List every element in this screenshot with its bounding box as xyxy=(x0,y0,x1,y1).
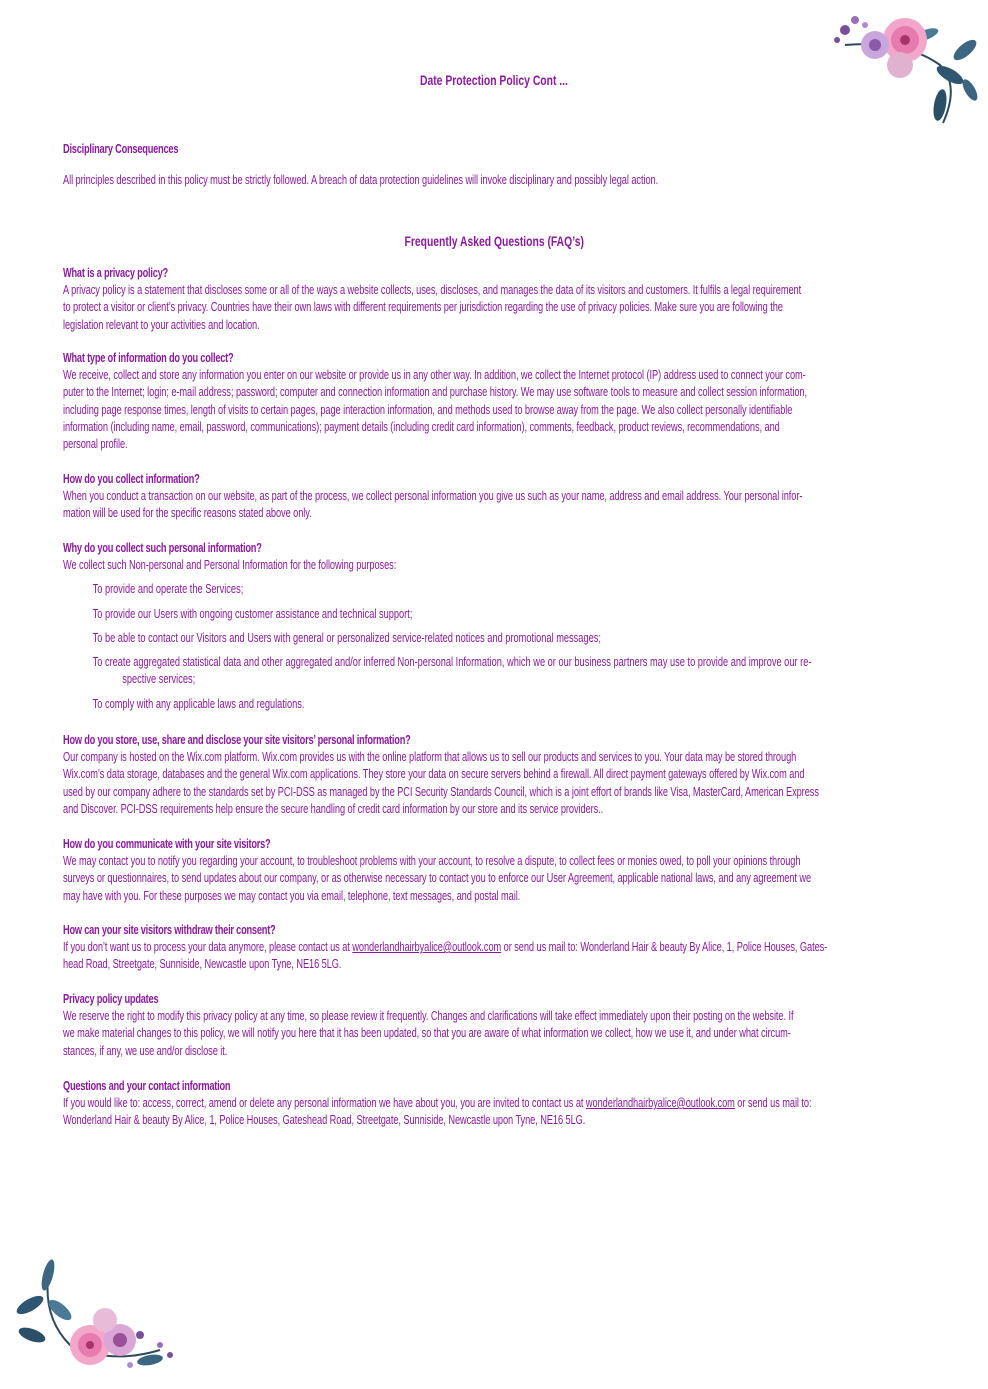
faq-how-collect-information xyxy=(63,471,914,523)
faq-contact-information xyxy=(63,1078,914,1130)
faq-how-communicate xyxy=(63,836,914,905)
list-item: To be able to contact our Visitors and Users with general or personalized service-related notices and promotional messages; xyxy=(92,630,601,645)
faq-answer-line: Wix.com’s data storage, databases and the general Wix.com applications. They store your data on secure servers behind a firewall. All direct payment gateways offered by Wix.com and xyxy=(63,767,805,782)
answer-text: If you don’t want us to process your data anymore, please contact us at xyxy=(63,940,353,954)
faq-answer-line: head Road, Streetgate, Sunniside, Newcastle upon Tyne, NE16 5LG. xyxy=(63,957,342,972)
faq-answer-line: legislation relevant to your activities and location. xyxy=(63,317,260,332)
list-item xyxy=(63,654,914,689)
faq-answer-line: Wonderland Hair & beauty By Alice, 1, Police Houses, Gateshead Road, Streetgate, Sunniside, Newcastle upon Tyne, NE16 5LG. xyxy=(63,1113,586,1128)
faq-answer-line xyxy=(63,1095,914,1112)
email-link[interactable]: wonderlandhairbyalice@outlook.com xyxy=(352,940,502,954)
floral-decoration-top-right xyxy=(815,5,985,130)
faq-answer-line: including page response times, length of visits to certain pages, page interaction information, and methods used to browse away from the page. We also collect personally identifiable xyxy=(63,402,793,417)
faq-answer-line xyxy=(63,939,914,956)
faq-what-is-privacy-policy xyxy=(63,265,914,334)
faq-answer-line: We reserve the right to modify this privacy policy at any time, so please review it frequently. Changes and clarifications will take effect immediately upon their posting on the website. If xyxy=(63,1009,794,1023)
email-link[interactable]: wonderlandhairbyalice@outlook.com xyxy=(585,1096,735,1110)
section-text: All principles described in this policy must be strictly followed. A breach of data protection guidelines will invoke disciplinary and possibly legal action. xyxy=(63,173,659,187)
faq-question: How do you store, use, share and disclose your site visitors’ personal information? xyxy=(63,733,411,747)
faq-question: Privacy policy updates xyxy=(63,992,159,1006)
answer-text: or send us mail to: xyxy=(734,1096,812,1110)
faq-answer-line: We may contact you to notify you regarding your account, to troubleshoot problems with your account, to resolve a dispute, to collect fees or monies owed, to poll your opinions through xyxy=(63,854,801,868)
faq-answer-line: and Discover. PCI-DSS requirements help ensure the secure handling of credit card information by our store and its service providers.. xyxy=(63,801,604,816)
faq-answer-line: to protect a visitor or client’s privacy. Countries have their own laws with different requirements per jurisdiction regarding the use of privacy policies. Make sure you are following the xyxy=(63,300,783,315)
faq-what-information-collected xyxy=(63,350,914,453)
list-item: To provide our Users with ongoing customer assistance and technical support; xyxy=(92,606,413,621)
faq-answer-line: personal profile. xyxy=(63,437,128,452)
faq-answer-line: Our company is hosted on the Wix.com platform. Wix.com provides us with the online platform that allows us to sell our products and services to you. Your data may be stored through xyxy=(63,750,797,764)
answer-text: If you would like to: access, correct, amend or delete any personal information we have about you, you are invited to contact us at xyxy=(63,1096,586,1110)
faq-question: What type of information do you collect? xyxy=(63,351,234,365)
faq-title: Frequently Asked Questions (FAQ’s) xyxy=(404,233,584,249)
faq-question: Why do you collect such personal information? xyxy=(63,541,262,555)
section-disciplinary xyxy=(63,141,914,189)
faq-answer-line: may have with you. For these purposes we may contact you via email, telephone, text messages, and postal mail. xyxy=(63,888,521,903)
faq-answer-line: stances, if any, we use and/or disclose it. xyxy=(63,1043,228,1058)
faq-privacy-policy-updates xyxy=(63,991,914,1060)
faq-question: Questions and your contact information xyxy=(63,1079,231,1093)
list-item-text: To create aggregated statistical data and other aggregated and/or inferred Non-personal Information, which we or our business partners may use to provide and improve our re- xyxy=(92,655,812,670)
faq-question: How do you communicate with your site visitors? xyxy=(63,837,271,851)
faq-answer-line: surveys or questionnaires, to send updates about our company, or as otherwise necessary to contact you to enforce our User Agreement, applicable national laws, and any agreement we xyxy=(63,871,812,886)
faq-how-store-share-information xyxy=(63,732,914,818)
faq-answer-line: information (including name, email, password, communications); payment details (including credit card information), comments, feedback, product reviews, recommendations, and xyxy=(63,419,780,434)
faq-answer-line: We receive, collect and store any information you enter on our website or provide us in any other way. In addition, we collect the Internet protocol (IP) address used to connect your com- xyxy=(63,368,806,382)
faq-answer-line: used by our company adhere to the standards set by PCI-DSS as managed by the PCI Security Standards Council, which is a joint effort of brands like Visa, MasterCard, American Express xyxy=(63,784,819,799)
list-item: To provide and operate the Services; xyxy=(92,582,244,597)
faq-why-collect-personal-information xyxy=(63,540,914,713)
faq-answer-line: we make material changes to this policy, we will notify you here that it has been updated, so that you are aware of what information we collect, how we use it, and under what circum- xyxy=(63,1026,791,1041)
page-title: Date Protection Policy Cont ... xyxy=(420,72,568,88)
faq-answer-line: puter to the Internet; login; e-mail address; password; computer and connection information and purchase history. We may use software tools to measure and collect session information, xyxy=(63,385,807,400)
faq-answer-line: A privacy policy is a statement that discloses some or all of the ways a website collects, uses, discloses, and manages the data of its visitors and customers. It fulfils a legal requirement xyxy=(63,283,802,297)
faq-question: How can your site visitors withdraw their consent? xyxy=(63,923,276,937)
faq-answer-intro: We collect such Non-personal and Personal Information for the following purposes: xyxy=(63,558,397,572)
list-item: To comply with any applicable laws and regulations. xyxy=(92,696,305,711)
faq-question: What is a privacy policy? xyxy=(63,266,168,280)
faq-answer-line: mation will be used for the specific reasons stated above only. xyxy=(63,506,312,521)
floral-decoration-bottom-left xyxy=(10,1255,185,1380)
faq-question: How do you collect information? xyxy=(63,472,200,486)
faq-answer-line: When you conduct a transaction on our website, as part of the process, we collect personal information you give us such as your name, address and email address. Your personal infor- xyxy=(63,489,803,503)
faq-withdraw-consent xyxy=(63,922,914,974)
answer-text: or send us mail to: Wonderland Hair & beauty By Alice, 1, Police Houses, Gates- xyxy=(501,940,828,954)
list-item-continuation: spective services; xyxy=(122,672,196,687)
section-heading: Disciplinary Consequences xyxy=(63,142,179,156)
